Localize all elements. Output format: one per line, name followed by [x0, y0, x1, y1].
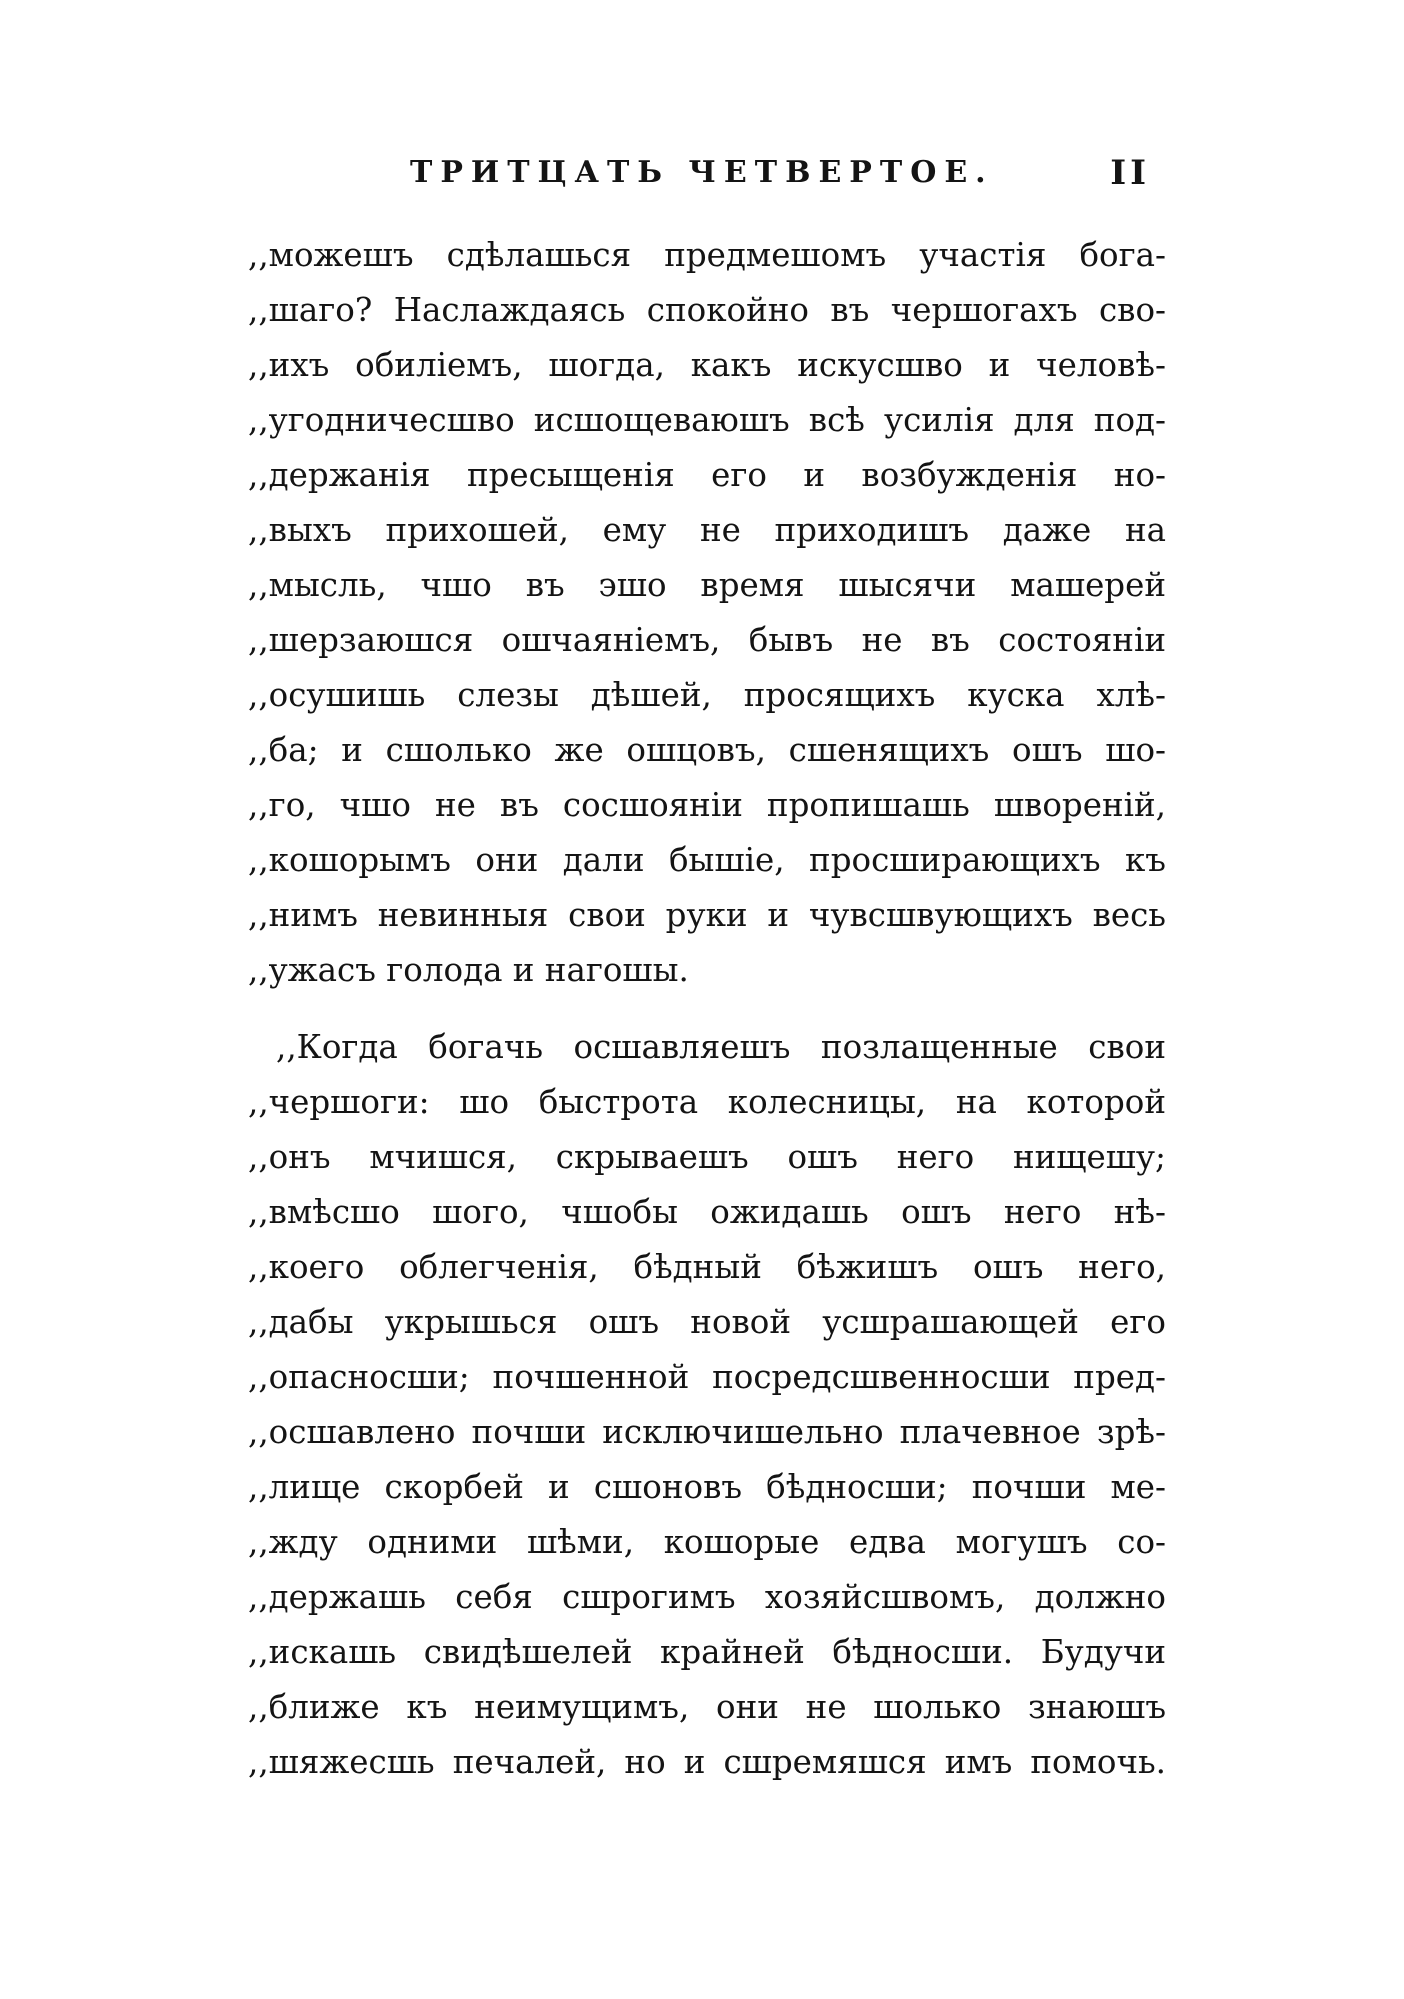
text-line: ,,угодничесшво исшощеваюшъ всѣ усилія для под-	[248, 401, 1166, 439]
text-line: ,,лище скорбей и сшоновъ бѣдносши; почши ме-	[248, 1468, 1166, 1506]
text-line: ,,онъ мчишся, скрываешъ ошъ него нищешу;	[248, 1138, 1166, 1176]
text-line: ,,выхъ прихошей, ему не приходишъ даже на	[248, 511, 1166, 549]
text-line: ,,ужасъ голода и нагошы.	[248, 951, 689, 989]
text-line: ,,кошорымъ они дали бышіе, просширающихъ къ	[248, 841, 1166, 879]
text-line: ,,вмѣсшо шого, чшобы ожидашь ошъ него нѣ-	[248, 1193, 1166, 1231]
text-line: ,,шаго? Наслаждаясь спокойно въ чершогахъ сво-	[248, 291, 1166, 329]
text-line: ,,ба; и сшолько же ошцовъ, сшенящихъ ошъ шо-	[248, 731, 1166, 769]
text-line: ,,держанія пресыщенія его и возбужденія но-	[248, 456, 1166, 494]
text-line: ,,шерзаюшся ошчаяніемъ, бывъ не въ состояніи	[248, 621, 1166, 659]
paragraph-2	[248, 1020, 1166, 1790]
text-line: ,,искашь свидѣшелей крайней бѣдносши. Будучи	[248, 1633, 1166, 1671]
text-line: ,,ихъ обиліемъ, шогда, какъ искусшво и человѣ-	[248, 346, 1166, 384]
text-line: ,,шяжесшь печалей, но и сшремяшся имъ помочь.	[248, 1743, 1166, 1781]
text-line: ,,держашь себя сшрогимъ хозяйсшвомъ, должно	[248, 1578, 1166, 1616]
text-line: ,,коего облегченія, бѣдный бѣжишъ ошъ него,	[248, 1248, 1166, 1286]
text-line: ,,дабы укрышься ошъ новой усшрашающей его	[248, 1303, 1166, 1341]
page-number: II	[1110, 153, 1150, 193]
text-line: ,,го, чшо не въ сосшояніи пропишашь швореній,	[248, 786, 1166, 824]
text-line: ,,мысль, чшо въ эшо время шысячи машерей	[248, 566, 1166, 604]
text-line: ,,можешъ сдѣлашься предмешомъ участія бога-	[248, 236, 1166, 274]
text-line: ,,осшавлено почши исключишельно плачевное зрѣ-	[248, 1413, 1166, 1451]
text-line: ,,чершоги: шо быстрота колесницы, на которой	[248, 1083, 1166, 1121]
paragraph-1	[248, 228, 1166, 998]
text-line: ,,нимъ невинныя свои руки и чувсшвующихъ весь	[248, 896, 1166, 934]
text-line: ,,жду одними шѣми, кошорые едва могушъ со-	[248, 1523, 1166, 1561]
text-line: ,,осушишь слезы дѣшей, просящихъ куска хлѣ-	[248, 676, 1166, 714]
text-line: ,,ближе къ неимущимъ, они не шолько знаюшъ	[248, 1688, 1166, 1726]
running-head	[410, 148, 1150, 198]
text-line: ,,опасносши; почшенной посредсшвенносши пред-	[248, 1358, 1166, 1396]
text-line: ,,Когда богачь осшавляешъ позлащенные свои	[276, 1028, 1166, 1066]
running-title: ТРИТЦАТЬ ЧЕТВЕРТОЕ.	[410, 155, 994, 190]
